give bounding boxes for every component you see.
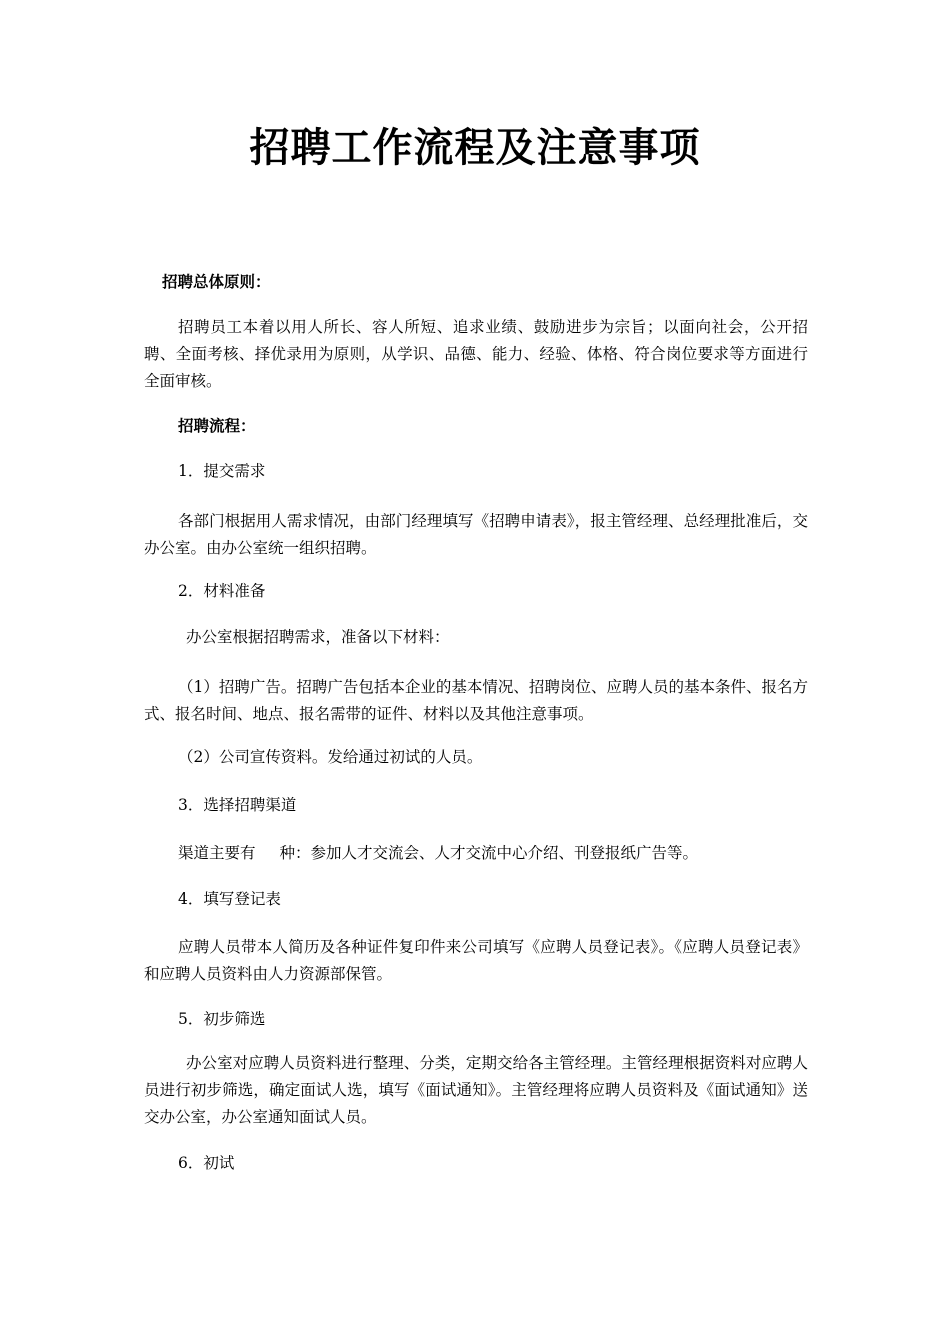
step6-title: 6．初试 (178, 1154, 235, 1172)
step5-paragraph: 办公室对应聘人员资料进行整理、分类，定期交给各主管经理。主管经理根据资料对应聘人员进行初步筛选，确定面试人选，填写《面试通知》。主管经理将应聘人员资料及《面试通知》送交办公室，办公室通知面试人员。 (144, 1054, 808, 1126)
step1-title: 1．提交需求 (178, 462, 266, 480)
step4-title: 4．填写登记表 (178, 890, 281, 908)
step2-item-2: （2）公司宣传资料。发给通过初试的人员。 (178, 748, 483, 766)
step3-text-a: 渠道主要有 (178, 844, 256, 862)
process-heading: 招聘流程： (178, 416, 256, 435)
page-title: 招聘工作流程及注意事项 (249, 124, 701, 171)
principle-paragraph: 招聘员工本着以用人所长、容人所短、追求业绩、鼓励进步为宗旨；以面向社会，公开招聘、全面考核、择优录用为原则，从学识、品德、能力、经验、体格、符合岗位要求等方面进行全面审核。 (144, 318, 808, 390)
step2-item-1: （1）招聘广告。招聘广告包括本企业的基本情况、招聘岗位、应聘人员的基本条件、报名方式、报名时间、地点、报名需带的证件、材料以及其他注意事项。 (144, 678, 808, 723)
principle-heading: 招聘总体原则： (162, 272, 271, 291)
step4-paragraph: 应聘人员带本人简历及各种证件复印件来公司填写《应聘人员登记表》。《应聘人员登记表》和应聘人员资料由人力资源部保管。 (144, 938, 808, 983)
step2-title: 2．材料准备 (178, 582, 266, 600)
step5-title: 5．初步筛选 (178, 1010, 266, 1028)
step3-title: 3．选择招聘渠道 (178, 796, 297, 814)
step3-text-b: 种：参加人才交流会、人才交流中心介绍、刊登报纸广告等。 (279, 844, 699, 862)
step3-paragraph (144, 840, 808, 867)
step2-paragraph: 办公室根据招聘需求，准备以下材料： (186, 628, 450, 646)
step1-paragraph: 各部门根据用人需求情况，由部门经理填写《招聘申请表》，报主管经理、总经理批准后，交办公室。由办公室统一组织招聘。 (144, 512, 808, 557)
